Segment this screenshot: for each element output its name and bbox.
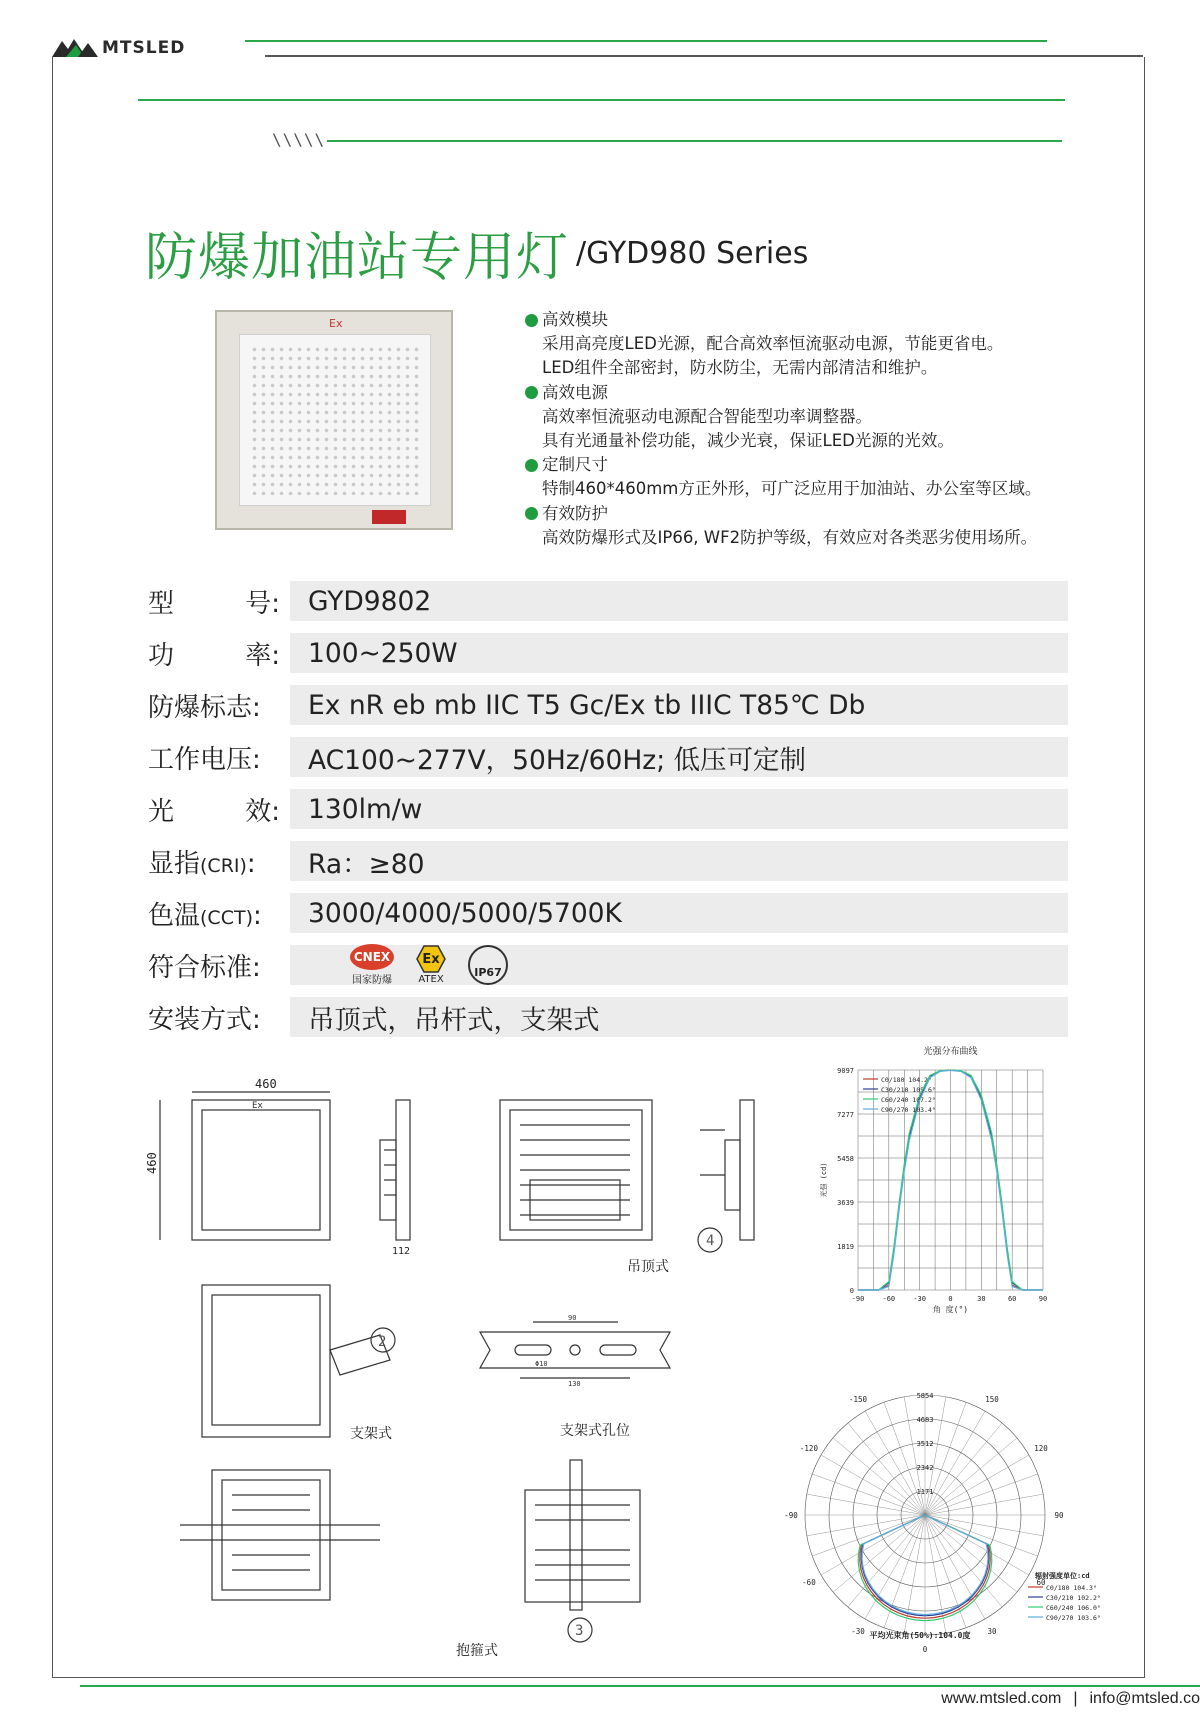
y-tick-label: 9097 — [837, 1067, 854, 1075]
label-ceiling-mount: 吊顶式 — [627, 1259, 669, 1275]
feature-heading: 高效模块 — [525, 308, 1065, 332]
x-tick-label: -30 — [913, 1295, 926, 1303]
x-tick-label: 30 — [977, 1295, 986, 1303]
spec-row-voltage — [148, 731, 1068, 783]
polar-spoke — [833, 1515, 925, 1592]
callout-2: 2 — [378, 1334, 387, 1350]
feature-heading: 有效防护 — [525, 502, 1065, 526]
angle-label: -90 — [784, 1511, 798, 1520]
divider-line — [138, 99, 1065, 101]
cnex-badge-icon: CNEX — [350, 944, 394, 970]
spec-label: 防爆标志: — [148, 692, 261, 723]
ip67-cert — [468, 945, 508, 985]
dim-height-label: 460 — [145, 1152, 159, 1174]
feature-heading: 定制尺寸 — [525, 453, 1065, 477]
feature-heading: 高效电源 — [525, 381, 1065, 405]
spec-row-model — [148, 575, 1068, 627]
polar-spoke — [848, 1423, 925, 1515]
page-title: 防爆加油站专用灯 — [145, 228, 570, 288]
atex-cert: Ex ATEX — [416, 945, 446, 985]
angle-label: -150 — [848, 1394, 868, 1404]
spec-value: AC100~277V，50Hz/60Hz; 低压可定制 — [290, 737, 1068, 777]
label-bracket-holes: 支架式孔位 — [560, 1423, 630, 1439]
spec-value: 100~250W — [290, 633, 1068, 673]
front-view-inner — [202, 1110, 320, 1230]
legend-entry: C0/180 104.2° — [881, 1076, 932, 1084]
email-link[interactable]: info@mtsled.co — [1089, 1690, 1200, 1707]
y-tick-label: 7277 — [837, 1111, 854, 1120]
spec-label: 型 号: — [148, 588, 280, 619]
logo-mountain-icon — [52, 37, 98, 59]
drawing-ex-mark: Ex — [252, 1101, 263, 1111]
angle-label: -120 — [799, 1444, 818, 1453]
polar-spoke — [925, 1515, 1017, 1592]
callout-4: 4 — [706, 1233, 715, 1249]
x-tick-label: 60 — [1007, 1295, 1017, 1303]
x-tick-label: 0 — [948, 1295, 953, 1303]
spec-value: 130lm/w — [290, 789, 1068, 829]
angle-label: -60 — [802, 1578, 816, 1587]
x-axis-label: 角 度(°) — [932, 1305, 969, 1314]
polar-legend-entry: C0/180 104.3° — [1046, 1584, 1097, 1592]
product-nameplate — [372, 510, 406, 524]
polar-legend-title: 辐射强度单位:cd — [1035, 1572, 1090, 1580]
x-tick-label: -60 — [882, 1295, 896, 1303]
x-tick-label: 90 — [1038, 1295, 1048, 1303]
y-tick-label: 5458 — [837, 1155, 854, 1164]
label-hoop-mount: 抱箍式 — [456, 1643, 498, 1659]
hole-dim-bottom: 130 — [568, 1380, 581, 1388]
radial-tick-label: 1171 — [916, 1487, 934, 1496]
polar-legend-entry: C60/240 106.0° — [1046, 1604, 1101, 1612]
spec-value: Ex nR eb mb IIC T5 Gc/Ex tb IIIC T85℃ Db — [290, 685, 1068, 725]
legend-entry: C30/210 105.6° — [881, 1086, 936, 1094]
ip67-badge-icon: IP67 — [468, 945, 508, 985]
spec-row-install — [148, 991, 1068, 1043]
feature-line: 特制460*460mm方正外形，可广泛应用于加油站、办公室等区域。 — [542, 479, 1042, 499]
bullet-icon — [525, 314, 538, 327]
feature-list — [525, 308, 1065, 550]
polar-spoke — [925, 1423, 1002, 1515]
feature-line: LED组件全部密封，防水防尘，无需内部清洁和维护。 — [542, 358, 938, 378]
polar-spoke — [833, 1438, 925, 1515]
spec-label: 功 率: — [148, 640, 280, 671]
y-axis-label: 光强 (cd) — [820, 1162, 828, 1198]
spec-value: GYD9802 — [290, 581, 1068, 621]
brand-name: MTSLED — [102, 38, 186, 58]
spec-label: 显指(CRI): — [148, 848, 256, 879]
spec-row-ex-mark — [148, 679, 1068, 731]
bullet-icon — [525, 386, 538, 399]
feature-line: 采用高亮度LED光源，配合高效率恒流驱动电源，节能更省电。 — [542, 334, 1004, 354]
header-rule — [245, 40, 1047, 42]
angle-label: 150 — [985, 1394, 999, 1404]
polar-spoke — [925, 1438, 1017, 1515]
website-link[interactable]: www.mtsled.com — [941, 1690, 1062, 1707]
spec-value: 吊顶式，吊杆式，支架式 — [290, 997, 1068, 1037]
cnex-cert: CNEX 国家防爆 — [350, 944, 394, 986]
angle-label: 30 — [987, 1627, 997, 1637]
front-view-outline — [192, 1100, 330, 1240]
technical-drawings — [140, 1050, 800, 1670]
divider-line-short — [327, 140, 1062, 142]
chart-title: 光强分布曲线 — [923, 1047, 978, 1057]
spec-table — [148, 575, 1068, 1043]
footer-contact — [941, 1690, 1200, 1708]
led-grid — [250, 345, 420, 495]
legend-entry: C60/240 107.2° — [881, 1096, 936, 1104]
polar-distribution-chart — [784, 1370, 1140, 1654]
feature-line: 高效防爆形式及IP66, WF2防护等级，有效应对各类恶劣使用场所。 — [542, 527, 1038, 547]
spec-value: 3000/4000/5000/5700K — [290, 893, 1068, 933]
spec-row-cct — [148, 887, 1068, 939]
spec-label: 符合标准: — [148, 952, 261, 983]
dim-width-label: 460 — [255, 1077, 277, 1091]
product-light-panel — [239, 334, 431, 506]
angle-label: 90 — [1054, 1511, 1064, 1520]
feature-line: 具有光通量补偿功能，减少光衰，保证LED光源的光效。 — [542, 431, 954, 451]
page-subtitle: /GYD980 Series — [576, 236, 809, 271]
spec-label: 色温(CCT): — [148, 900, 262, 931]
feature-line: 高效率恒流驱动电源配合智能型功率调整器。 — [542, 406, 872, 426]
side-dim-label: 112 — [392, 1246, 411, 1257]
spec-value-certs — [290, 945, 1068, 985]
y-tick-label: 0 — [849, 1287, 854, 1295]
spec-row-power — [148, 627, 1068, 679]
atex-hexagon-icon: Ex — [416, 945, 446, 973]
angle-label: -30 — [851, 1627, 865, 1637]
hole-dim-top: 90 — [568, 1314, 577, 1322]
spec-value: Ra：≥80 — [290, 841, 1068, 881]
spec-label: 工作电压: — [148, 744, 261, 775]
callout-3: 3 — [575, 1623, 584, 1639]
angle-label: 120 — [1034, 1444, 1048, 1453]
radial-tick-label: 3512 — [916, 1440, 934, 1449]
decorative-slashes: \\\\\ — [272, 130, 326, 149]
polar-legend-entry: C30/210 102.2° — [1046, 1594, 1101, 1602]
polar-beam-angle: 平均光束角(50%):104.0度 — [869, 1631, 971, 1640]
spec-row-cri — [148, 835, 1068, 887]
product-image — [215, 310, 453, 530]
spec-row-standards — [148, 939, 1068, 991]
y-tick-label: 1819 — [837, 1243, 854, 1252]
angle-label: 60 — [1036, 1578, 1046, 1587]
spec-row-efficacy — [148, 783, 1068, 835]
hole-diameter: Φ10 — [535, 1360, 548, 1368]
legend-entry: C90/270 103.4° — [881, 1106, 936, 1114]
y-tick-label: 3639 — [837, 1198, 854, 1207]
product-ex-mark: Ex — [329, 317, 343, 330]
label-bracket-mount: 支架式 — [350, 1426, 392, 1442]
spec-label: 光 效: — [148, 796, 280, 827]
bullet-icon — [525, 459, 538, 472]
radial-tick-label: 4683 — [916, 1416, 934, 1425]
polar-legend-entry: C90/270 103.6° — [1046, 1614, 1101, 1622]
spec-label: 安装方式: — [148, 1004, 261, 1035]
radial-tick-label: 5854 — [916, 1392, 934, 1400]
angle-label: 0 — [922, 1645, 928, 1654]
footer-rule — [80, 1685, 1200, 1687]
x-tick-label: -90 — [851, 1295, 865, 1303]
bullet-icon — [525, 507, 538, 520]
intensity-distribution-chart — [808, 1040, 1138, 1340]
footer-separator: | — [1073, 1690, 1078, 1707]
radial-tick-label: 2342 — [916, 1463, 934, 1472]
